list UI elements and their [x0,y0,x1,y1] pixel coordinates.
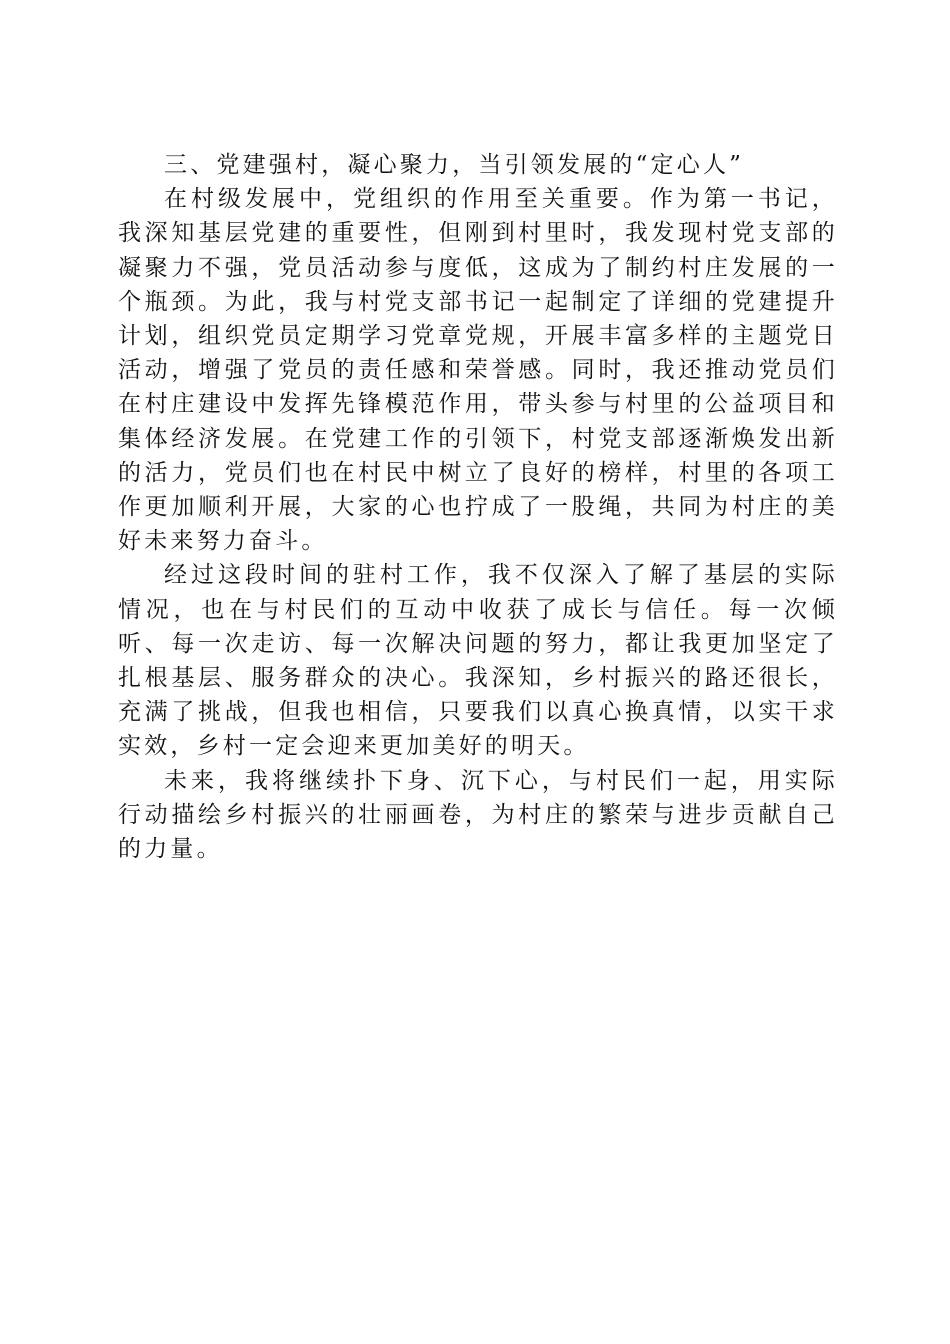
paragraph-reflection: 经过这段时间的驻村工作，我不仅深入了解了基层的实际情况，也在与村民们的互动中收获了成长与信任。每一次倾听、每一次走访、每一次解决问题的努力，都让我更加坚定了扎根基层、服务群众的决心。我深知，乡村振兴的路还很长，充满了挑战，但我也相信，只要我们以真心换真情，以实干求实效，乡村一定会迎来更加美好的明天。 [118,562,838,760]
section-heading: 三、党建强村，凝心聚力，当引领发展的“定心人” [164,152,745,178]
document-body [118,148,838,866]
paragraph-future: 未来，我将继续扑下身、沉下心，与村民们一起，用实际行动描绘乡村振兴的壮丽画卷，为村庄的繁荣与进步贡献自己的力量。 [118,767,838,863]
paragraph-party-building: 在村级发展中，党组织的作用至关重要。作为第一书记，我深知基层党建的重要性，但刚到村里时，我发现村党支部的凝聚力不强，党员活动参与度低，这成为了制约村庄发展的一个瓶颈。为此，我与村党支部书记一起制定了详细的党建提升计划，组织党员定期学习党章党规，开展丰富多样的主题党日活动，增强了党员的责任感和荣誉感。同时，我还推动党员们在村庄建设中发挥先锋模范作用，带头参与村里的公益项目和集体经济发展。在党建工作的引领下，村党支部逐渐焕发出新的活力，党员们也在村民中树立了良好的榜样，村里的各项工作更加顺利开展，大家的心也拧成了一股绳，共同为村庄的美好未来努力奋斗。 [118,186,838,555]
